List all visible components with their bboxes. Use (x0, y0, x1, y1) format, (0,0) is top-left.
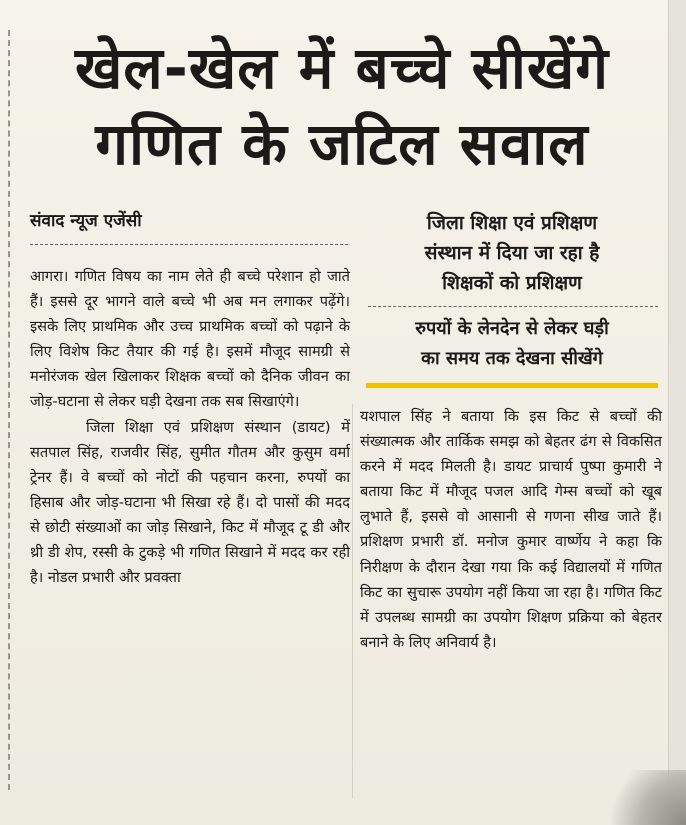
subheadline (362, 208, 662, 298)
subheadline-line-2: संस्थान में दिया जा रहा है (424, 242, 600, 264)
subheadline-line-3: शिक्षकों को प्रशिक्षण (442, 272, 582, 294)
headline (22, 30, 662, 182)
page-edge (668, 0, 686, 825)
dashed-cut-line (8, 30, 10, 790)
article-paragraph-3: यशपाल सिंह ने बताया कि इस किट से बच्चों की संख्यात्मक और तार्किक समझ को बेहतर ढंग से विकसित करने में मदद मिलती है। डायट प्राचार्य पुष्पा कुमारी ने बताया किट में मौजूद पजल आदि गेम्स बच्चों को खूब लुभाते हैं, इससे वो आसानी से गणना सीख जाते हैं। प्रशिक्षण प्रभारी डॉ. मनोज कुमार वार्ष्णेय ने कहा कि निरीक्षण के दौरान देखा गया कि कई विद्यालयों में गणित किट का सुचारू उपयोग नहीं किया जा रहा है। गणित किट में उपलब्ध सामग्री का उपयोग शिक्षण प्रक्रिया को बेहतर बनाने के लिए अनिवार्य है। (360, 408, 662, 651)
column-divider (352, 404, 353, 798)
secondary-subheadline-line-1: रुपयों के लेनदेन से लेकर घड़ी (415, 318, 609, 339)
secondary-subheadline-line-2: का समय तक देखना सीखेंगे (421, 348, 603, 369)
subheadline-line-1: जिला शिक्षा एवं प्रशिक्षण (426, 212, 598, 234)
corner-shadow (600, 770, 686, 825)
article-column-left (30, 264, 350, 590)
headline-line-2: गणित के जटिल सवाल (95, 110, 589, 178)
byline-divider (30, 244, 348, 245)
highlight-bar (366, 383, 658, 388)
headline-line-1: खेल-खेल में बच्चे सीखेंगे (74, 34, 609, 102)
secondary-subheadline (362, 314, 662, 374)
article-column-right (360, 404, 662, 655)
byline: संवाद न्यूज एजेंसी (30, 211, 142, 231)
article-paragraph-2: जिला शिक्षा एवं प्रशिक्षण संस्थान (डायट) में सतपाल सिंह, राजवीर सिंह, सुमीत गौतम और कुसुम वर्मा ट्रेनर हैं। वे बच्चों को नोटों की पहचान करना, रुपयों का हिसाब और जोड़-घटाना भी सिखा रहे हैं। दो पासों की मदद से छोटी संख्याओं का जोड़ सिखाने, किट में मौजूद टू डी और थ्री डी शेप, रस्सी के टुकड़े भी गणित सिखाने में मदद कर रही है। नोडल प्रभारी और प्रवक्ता (30, 418, 350, 587)
article-paragraph-1: आगरा। गणित विषय का नाम लेते ही बच्चे परेशान हो जाते हैं। इससे दूर भागने वाले बच्चे भी अब मन लगाकर पढ़ेंगे। इसके लिए प्राथमिक और उच्च प्राथमिक बच्चों को पढ़ाने के लिए विशेष किट तैयार की गई है। इसमें मौजूद सामग्री से मनोरंजक खेल खिलाकर शिक्षक बच्चों को दैनिक जीवन का जोड़-घटाना से लेकर घड़ी देखना तक सब सिखाएंगे। (30, 268, 350, 411)
subheadline-divider (368, 306, 658, 307)
